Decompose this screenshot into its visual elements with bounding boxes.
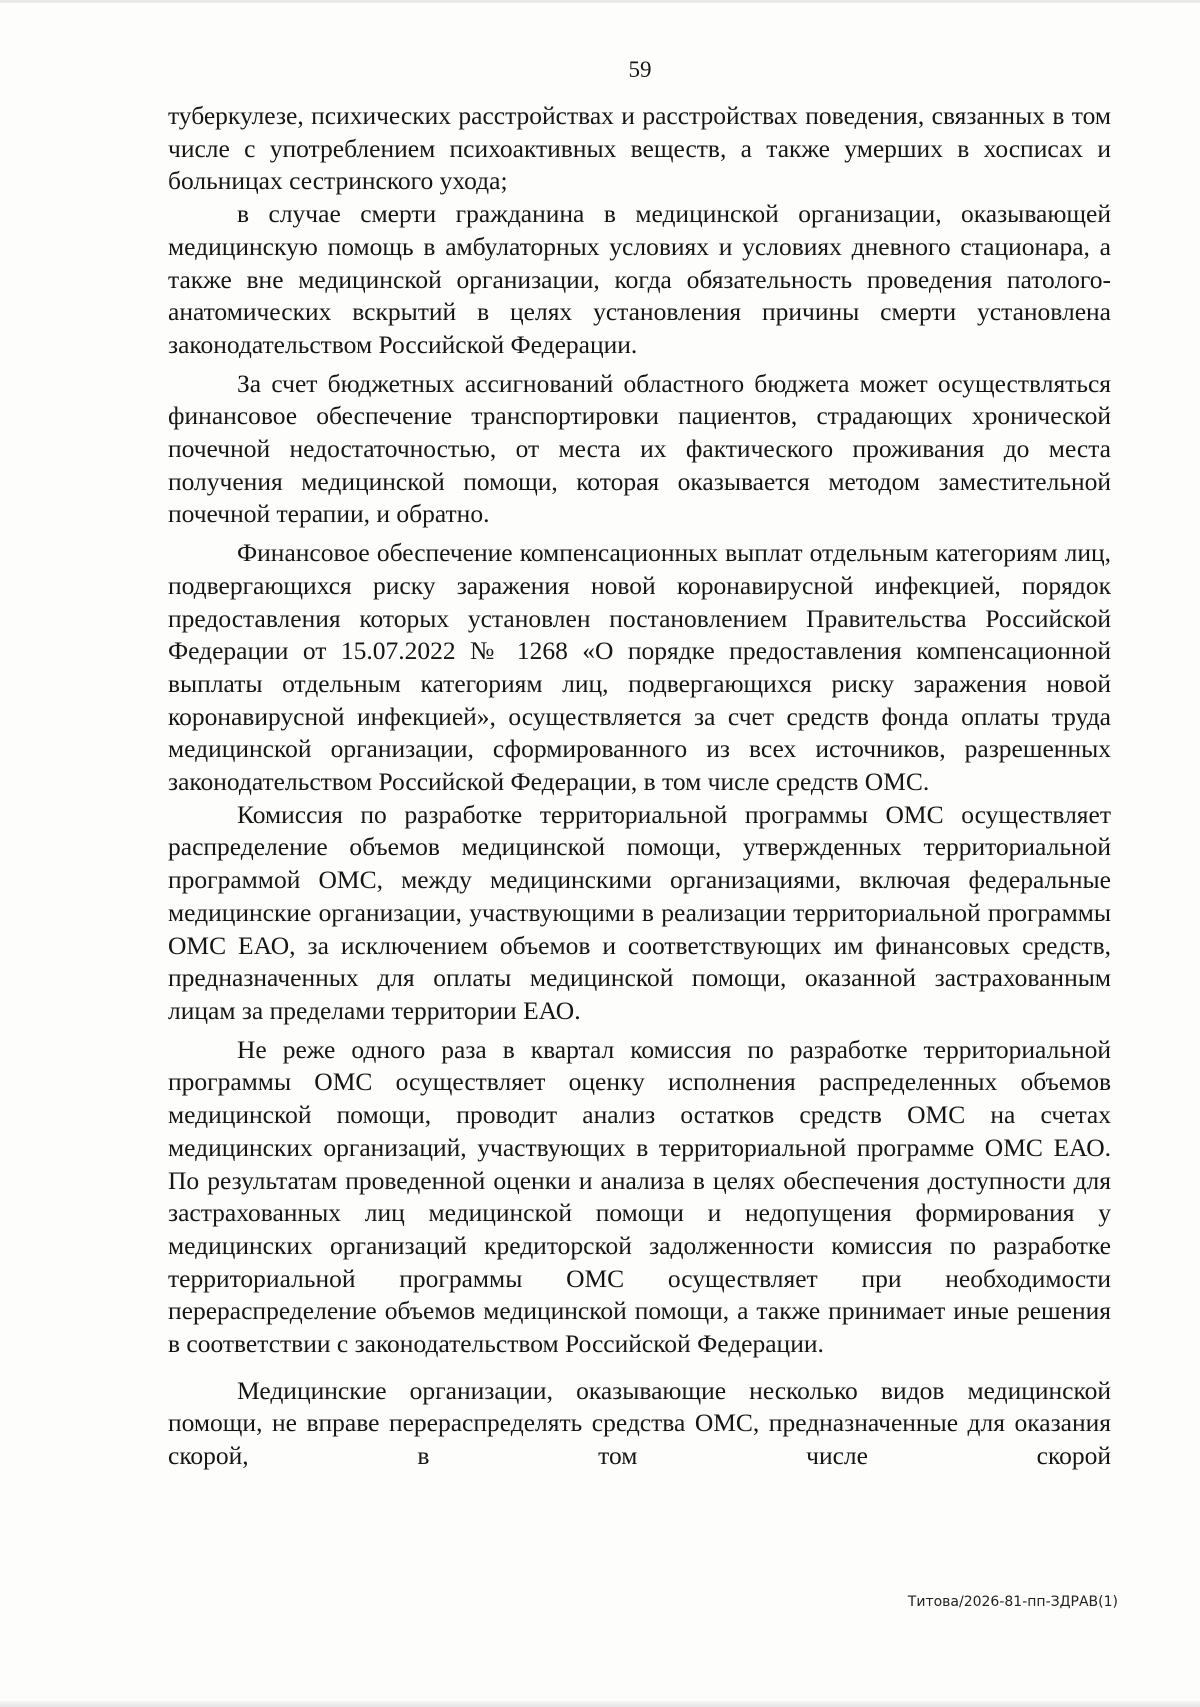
paragraph-7: Медицинские организации, оказывающие несколько видов медицинской помощи, не вправе перераспределять средства ОМС, предназначенные для оказания скорой, в том числе скорой <box>168 1375 1111 1471</box>
paragraph-6: Не реже одного раза в квартал комиссия по разработке территориальной программы ОМС осуществляет оценку исполнения распределенных объемов медицинской помощи, проводит анализ остатков средств ОМС на счетах медицинских организаций, участвующих в территориальной программе ОМС ЕАО. По результатам проведенной оценки и анализа в целях обеспечения доступности для застрахованных лиц медицинской помощи и недопущения формирования у медицинских организаций кредиторской задолженности комиссия по разработке территориальной программы ОМС осуществляет при необходимости перераспределение объемов медицинской помощи, а также принимает иные решения в соответствии с законодательством Российской Федерации. <box>168 1034 1111 1359</box>
paragraph-4: Финансовое обеспечение компенсационных выплат отдельным категориям лиц, подвергающихся риску заражения новой коронавирусной инфекцией, порядок предоставления которых установлен постановлением Правительства Российской Федерации от 15.07.2022 № 1268 «О порядке предоставления компенсационной выплаты отдельным категориям лиц, подвергающихся риску заражения новой коронавирусной инфекцией», осуществляется за счет средств фонда оплаты труда медицинской организации, сформированного из всех источников, разрешенных законодательством Российской Федерации, в том числе средств ОМС. <box>168 538 1111 797</box>
paragraph-5: Комиссия по разработке территориальной программы ОМС осуществляет распределение объемов медицинской помощи, утвержденных территориальной программой ОМС, между медицинскими организациями, включая федеральные медицинские организации, участвующими в реализации территориальной программы ОМС ЕАО, за исключением объемов и соответствующих им финансовых средств, предназначенных для оплаты медицинской помощи, оказанной застрахованным лицам за пределами территории ЕАО. <box>168 799 1111 1025</box>
page-number: 59 <box>628 57 652 82</box>
scan-edge-top <box>0 0 1200 3</box>
paragraph-1: туберкулезе, психических расстройствах и расстройствах поведения, связанных в том числе с употреблением психоактивных веществ, а также умерших в хосписах и больницах сестринского ухода; <box>168 101 1111 196</box>
footer-document-code: Титова/2026-81-пп-ЗДРАВ(1) <box>907 1594 1118 1610</box>
paragraph-3: За счет бюджетных ассигнований областного бюджета может осуществляться финансовое обеспечение транспортировки пациентов, страдающих хронической почечной недостаточностью, от места их фактического проживания до места получения медицинской помощи, которая оказывается методом заместительной почечной терапии, и обратно. <box>168 368 1111 529</box>
document-body <box>168 100 1111 1473</box>
paragraph-2: в случае смерти гражданина в медицинской организации, оказывающей медицинскую помощь в амбулаторных условиях и условиях дневного стационара, а также вне медицинской организации, когда обязательность проведения патолого-анатомических вскрытий в целях установления причины смерти установлена законодательством Российской Федерации. <box>168 199 1111 359</box>
scan-edge-bottom <box>0 1701 1200 1707</box>
